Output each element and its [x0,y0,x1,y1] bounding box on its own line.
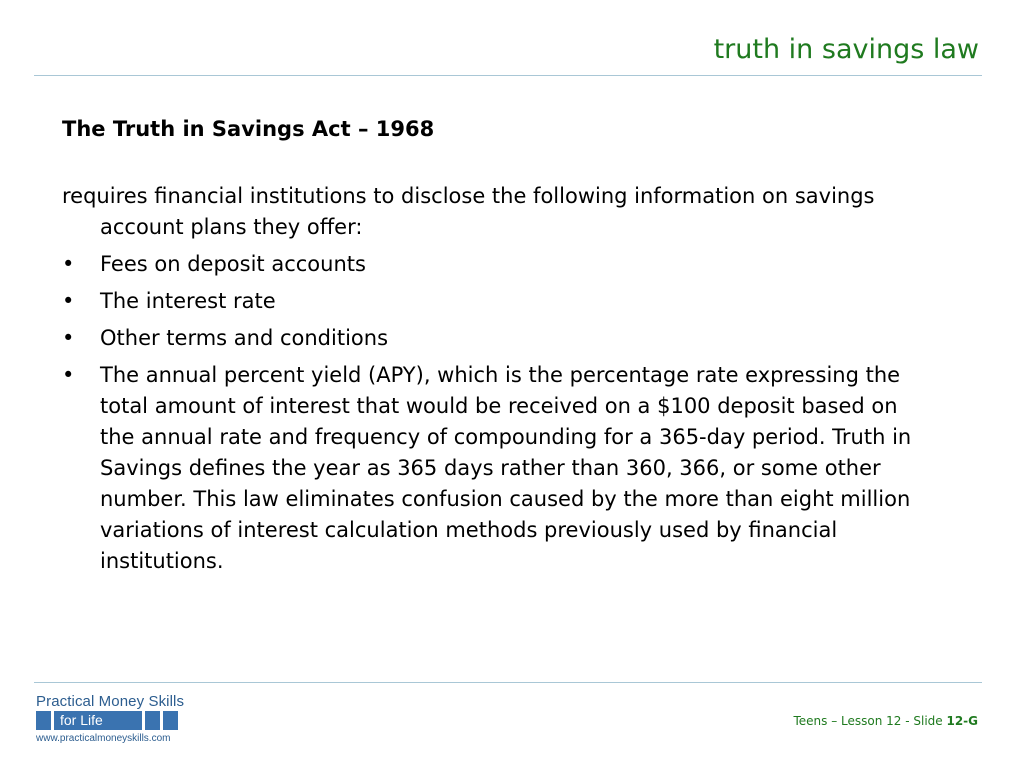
bottom-divider [34,682,982,683]
bullet-item [62,249,922,280]
bullet-text: Other terms and conditions [100,326,389,350]
bullet-item [62,323,922,354]
logo-square-right-2 [163,711,178,730]
logo-subtitle: for Life [54,711,142,730]
top-divider [34,75,982,76]
slide-title: truth in savings law [713,34,979,65]
footer-lesson-text: Teens – Lesson 12 - Slide [793,714,947,728]
slide-content [62,117,922,583]
practical-money-skills-logo [36,693,216,748]
bullet-item [62,360,922,577]
logo-url: www.practicalmoneyskills.com [36,733,171,744]
slide-heading: The Truth in Savings Act – 1968 [62,117,435,141]
bullet-icon: • [62,326,75,350]
footer-slide-number: 12-G [946,714,978,728]
bullet-list [62,249,922,577]
intro-paragraph: requires financial institutions to disclose the following information on savings account plans they offer: [62,184,875,239]
logo-bar [36,711,216,730]
bullet-icon: • [62,363,75,387]
slide-footer [793,714,978,728]
logo-square-right [145,711,160,730]
bullet-item [62,286,922,317]
logo-square-left [36,711,51,730]
bullet-text: The annual percent yield (APY), which is the percentage rate expressing the total amount of interest that would be received on a $100 deposit based on the annual rate and frequency of compounding for a 365-day period. Truth in Savings defines the year as 365 days rather than 360, 366, or some other number. This law eliminates confusion caused by the more than eight million variations of interest calculation methods previously used by financial institutions. [100,363,912,573]
logo-title: Practical Money Skills [36,693,185,710]
bullet-icon: • [62,289,75,313]
bullet-text: The interest rate [100,289,276,313]
bullet-icon: • [62,252,75,276]
bullet-text: Fees on deposit accounts [100,252,366,276]
